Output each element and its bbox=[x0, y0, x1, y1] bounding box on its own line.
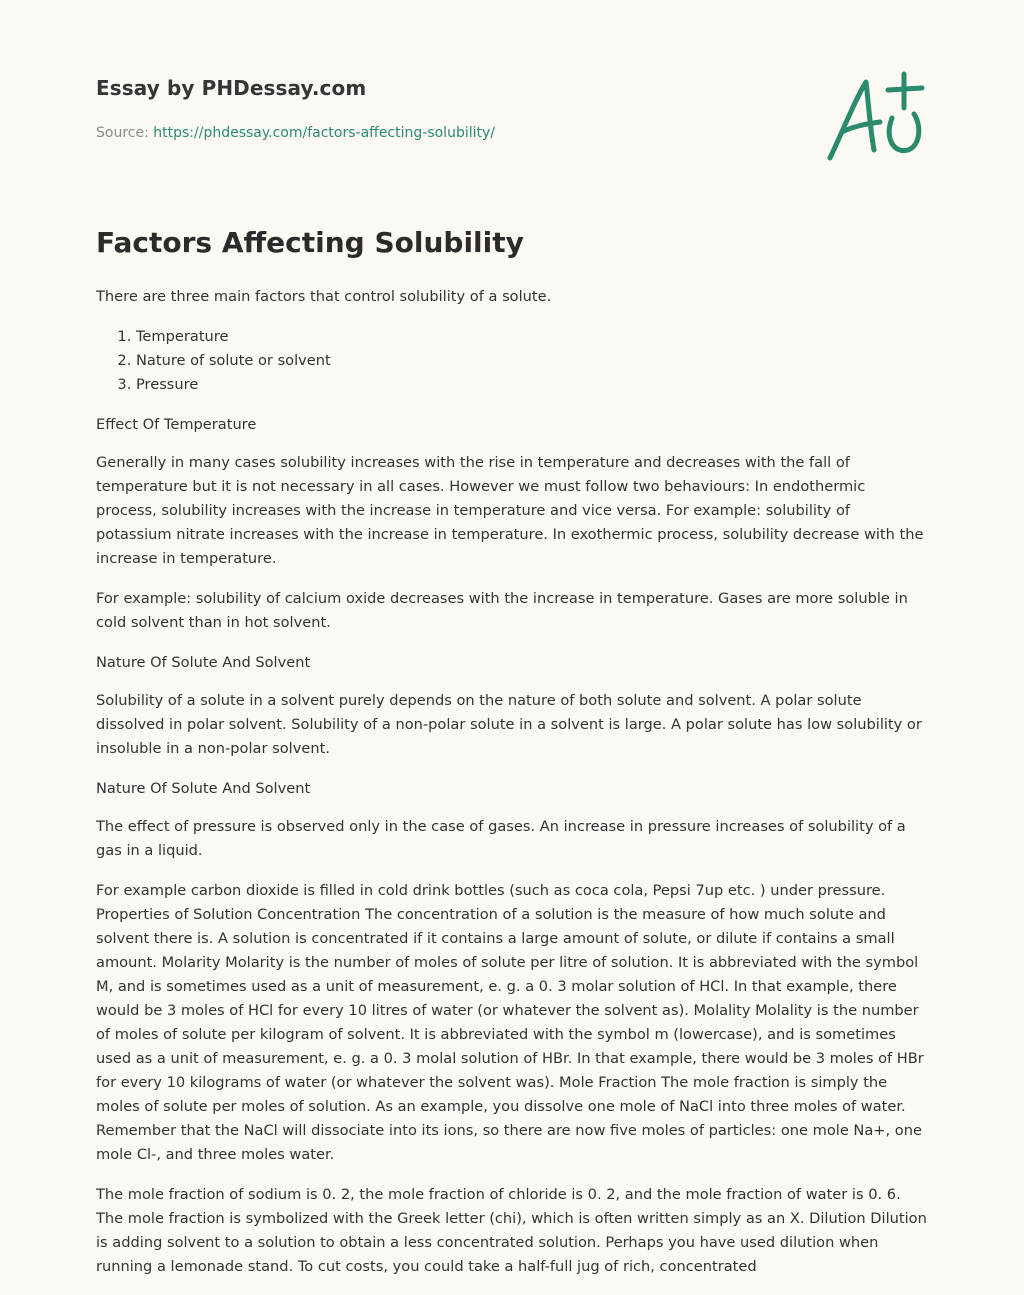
list-item: 3. Pressure bbox=[136, 373, 928, 397]
source-line bbox=[96, 125, 495, 141]
paragraph: For example: solubility of calcium oxide decreases with the increase in temperature. Gases are more soluble in cold solvent than in hot solvent. bbox=[96, 590, 908, 631]
paragraph: For example carbon dioxide is filled in cold drink bottles (such as coca cola, Pepsi 7up etc. ) under pressure. Properties of Solution Concentration The concentration of a solution is the measure of how much solute and solvent there is. A solution is concentrated if it contains a large amount of solute, or dilute if contains a small amount. Molarity Molarity is the number of moles of solute per litre of solution. It is abbreviated with the symbol M, and is sometimes used as a unit of measurement, e. g. a 0. 3 molar solution of HCl. In that example, there would be 3 moles of HCl for every 10 litres of water (or whatever the solvent as). Molality Molality is the number of moles of solute per kilogram of solvent. It is abbreviated with the symbol m (lowercase), and is sometimes used as a unit of measurement, e. g. a 0. 3 molal solution of HBr. In that example, there would be 3 moles of HBr for every 10 kilograms of water (or whatever the solvent was). Mole Fraction The mole fraction is simply the moles of solute per moles of solution. As an example, you dissolve one mole of NaCl into three moles of water. Remember that the NaCl will dissociate into its ions, so there are now five moles of particles: one mole Na+, one mole Cl-, and three moles water. bbox=[96, 882, 924, 1163]
a-plus-grade-logo bbox=[822, 68, 932, 164]
paragraph: The mole fraction of sodium is 0. 2, the mole fraction of chloride is 0. 2, and the mole fraction of water is 0. 6. The mole fraction is symbolized with the Greek letter (chi), which is often written simply as an X. Dilution Dilution is adding solvent to a solution to obtain a less concentrated solution. Perhaps you have used dilution when running a lemonade stand. To cut costs, you could take a half-full jug of rich, concentrated bbox=[96, 1186, 927, 1275]
section-heading: Effect Of Temperature bbox=[96, 416, 257, 433]
paragraph: The effect of pressure is observed only in the case of gases. An increase in pressure increases of solubility of a gas in a liquid. bbox=[96, 818, 906, 859]
paragraph: Generally in many cases solubility increases with the rise in temperature and decreases with the fall of temperature but it is not necessary in all cases. However we must follow two behaviours: In endothermic process, solubility increases with the increase in temperature and vice versa. For example: solubility of potassium nitrate increases with the increase in temperature. In exothermic process, solubility decrease with the increase in temperature. bbox=[96, 454, 924, 567]
source-link[interactable]: https://phdessay.com/factors-affecting-solubility/ bbox=[153, 125, 495, 141]
list-item: 1. Temperature bbox=[136, 325, 928, 349]
essay-body bbox=[96, 285, 928, 1295]
section-heading: Nature Of Solute And Solvent bbox=[96, 654, 311, 671]
section-heading: Nature Of Solute And Solvent bbox=[96, 780, 311, 797]
list-item: 2. Nature of solute or solvent bbox=[136, 349, 928, 373]
source-label: Source: bbox=[96, 125, 149, 141]
essay-title: Factors Affecting Solubility bbox=[96, 226, 524, 259]
paragraph: Solubility of a solute in a solvent purely depends on the nature of both solute and solvent. A polar solute dissolved in polar solvent. Solubility of a non-polar solute in a solvent is large. A polar solute has low solubility or insoluble in a non-polar solvent. bbox=[96, 692, 922, 757]
site-title: Essay by PHDessay.com bbox=[96, 76, 367, 100]
factor-list bbox=[96, 325, 928, 397]
intro-paragraph: There are three main factors that control solubility of a solute. bbox=[96, 288, 552, 305]
